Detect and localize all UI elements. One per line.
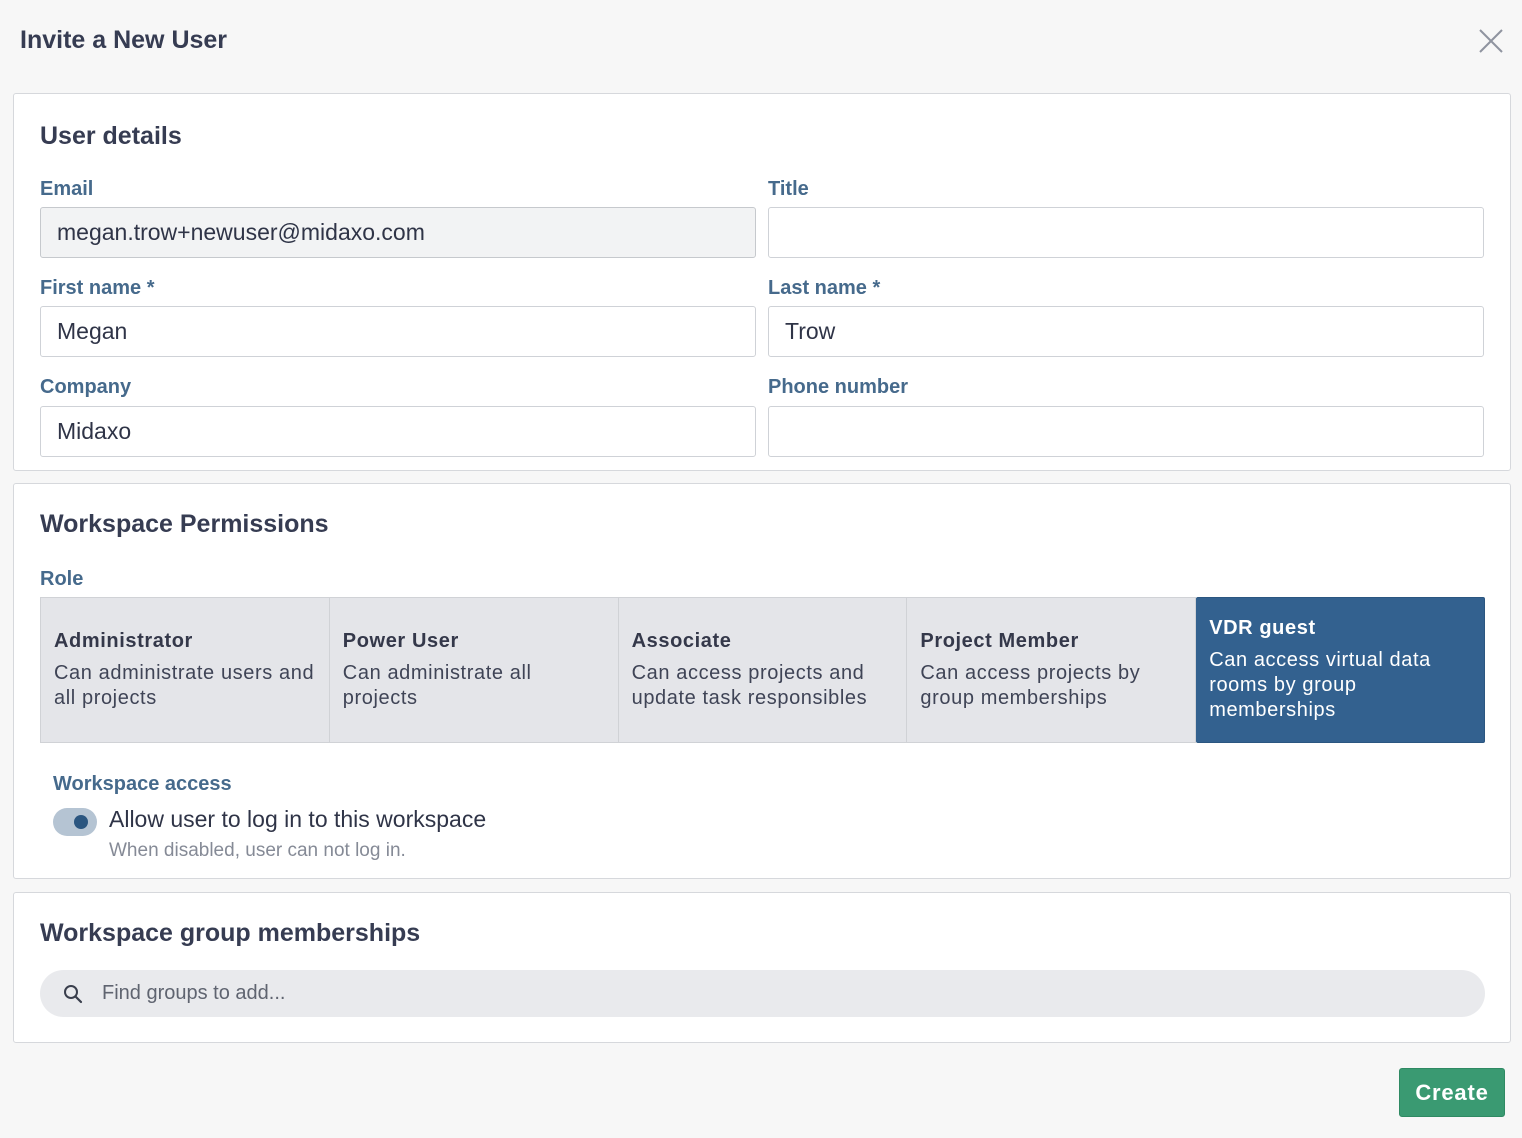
role-description: Can access virtual data rooms by group memberships <box>1209 649 1431 721</box>
workspace-access-toggle-label: Allow user to log in to this workspace <box>109 806 487 832</box>
workspace-access-toggle[interactable] <box>53 808 97 836</box>
last-name-label: Last name * <box>768 277 881 299</box>
role-option-vdr-guest[interactable] <box>1196 597 1485 743</box>
role-name: VDR guest <box>1209 617 1316 639</box>
phone-label: Phone number <box>768 376 909 398</box>
email-field[interactable] <box>40 207 756 258</box>
company-field[interactable] <box>40 406 756 457</box>
close-icon <box>1474 24 1508 58</box>
workspace-permissions-panel <box>13 483 1511 879</box>
toggle-knob <box>74 815 88 829</box>
group-search[interactable] <box>40 970 1485 1017</box>
role-selector <box>40 597 1485 743</box>
role-name: Associate <box>631 629 732 652</box>
permissions-title: Workspace Permissions <box>40 510 329 538</box>
workspace-access-label: Workspace access <box>53 773 232 795</box>
role-option-associate[interactable] <box>619 597 908 743</box>
create-button[interactable]: Create <box>1399 1068 1505 1117</box>
phone-field[interactable] <box>768 406 1484 457</box>
title-field[interactable] <box>768 207 1484 258</box>
last-name-field[interactable] <box>768 306 1484 357</box>
search-icon <box>62 983 84 1005</box>
close-button[interactable] <box>1474 24 1508 58</box>
role-name: Project Member <box>920 629 1079 652</box>
role-description: Can administrate all projects <box>342 661 532 709</box>
role-name: Power User <box>342 629 459 652</box>
user-details-panel <box>13 93 1511 471</box>
role-option-project-member[interactable] <box>907 597 1196 743</box>
first-name-label: First name * <box>40 277 155 299</box>
group-memberships-title: Workspace group memberships <box>40 919 421 947</box>
role-description: Can access projects by group memberships <box>920 661 1141 709</box>
group-memberships-panel <box>13 892 1511 1043</box>
role-name: Administrator <box>54 629 193 652</box>
workspace-access-help: When disabled, user can not log in. <box>109 840 406 861</box>
role-description: Can access projects and update task responsibles <box>631 661 868 709</box>
group-search-input[interactable] <box>102 970 1462 1017</box>
user-details-title: User details <box>40 122 182 150</box>
company-label: Company <box>40 376 132 398</box>
role-option-administrator[interactable] <box>40 597 330 743</box>
title-label: Title <box>768 178 809 200</box>
role-label: Role <box>40 568 84 590</box>
role-description: Can administrate users and all projects <box>54 661 315 709</box>
role-option-power-user[interactable] <box>330 597 619 743</box>
dialog-title: Invite a New User <box>20 26 228 54</box>
first-name-field[interactable] <box>40 306 756 357</box>
email-label: Email <box>40 178 94 200</box>
